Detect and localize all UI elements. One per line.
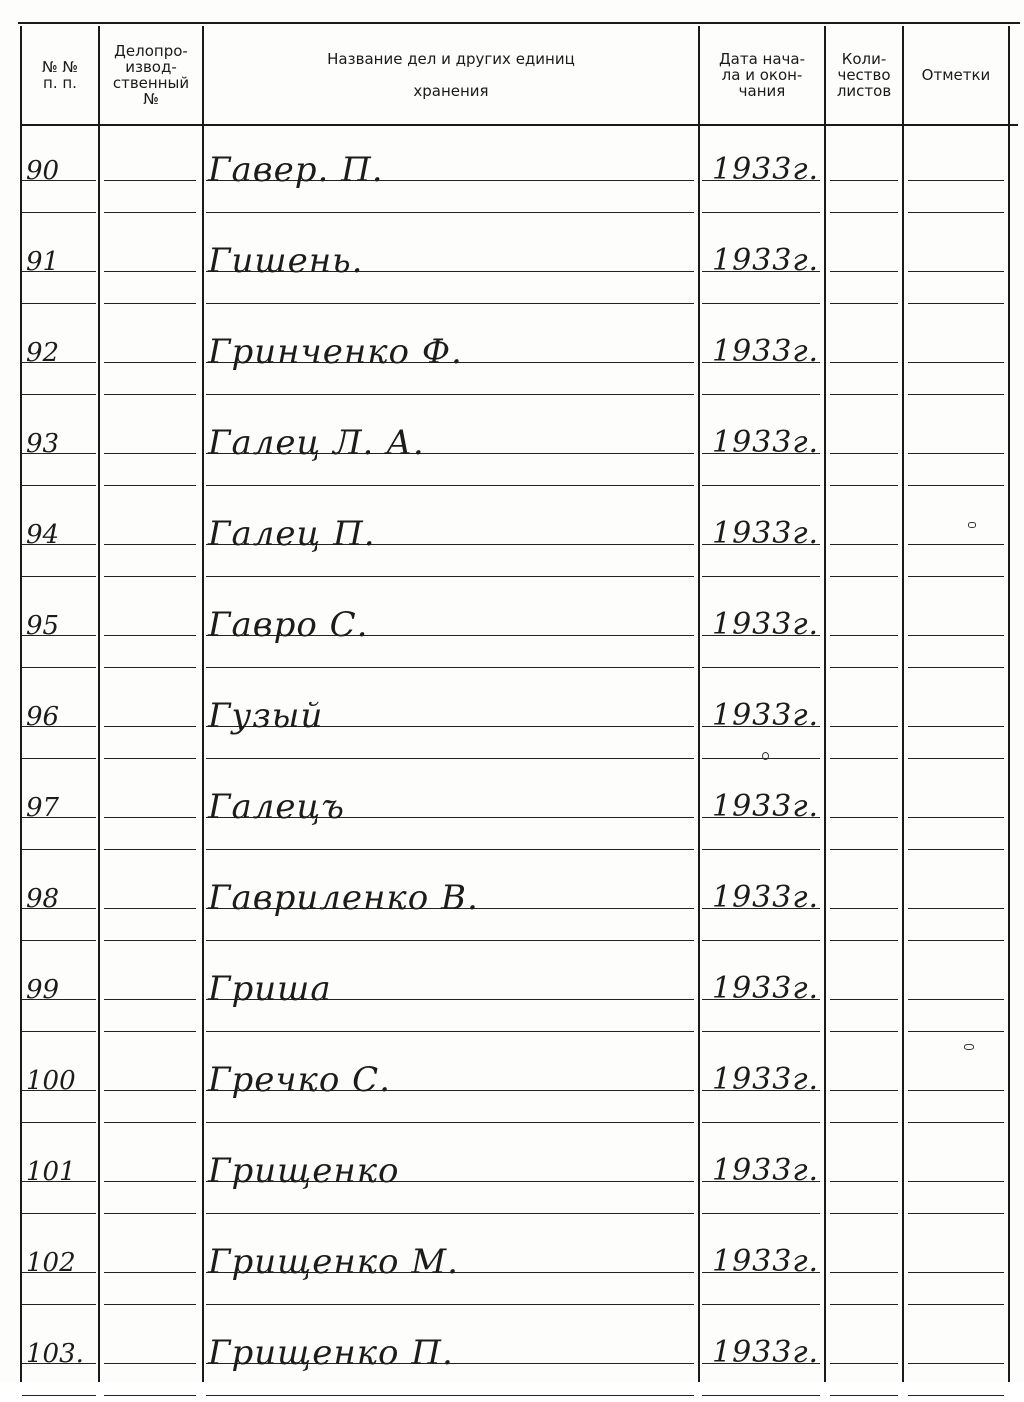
row-rule [104,908,196,909]
row-rule [702,667,820,668]
row-rule [830,180,898,181]
entry-date: 1933г. [712,971,820,1006]
entry-date: 1933г. [712,334,820,369]
row-rule [206,303,694,304]
entry-name: Грищенко [208,1151,400,1191]
row-rule [830,1090,898,1091]
row-rule [702,1213,820,1214]
row-rule [702,849,820,850]
entry-row [0,1311,1024,1402]
row-rule [830,999,898,1000]
row-rule [908,180,1004,181]
header-number: № № п. п. [42,58,78,92]
entry-date: 1933г. [712,243,820,278]
entry-number: 101 [26,1157,76,1187]
row-rule [908,849,1004,850]
entry-number: 100 [26,1066,76,1096]
row-rule [830,667,898,668]
row-rule [22,576,96,577]
entry-row [0,128,1024,219]
row-rule [908,635,1004,636]
entry-date: 1933г. [712,425,820,460]
row-rule [908,667,1004,668]
row-rule [104,1122,196,1123]
row-rule [908,1304,1004,1305]
entry-name: Грищенко М. [208,1242,459,1282]
entry-name: Гречко С. [208,1060,391,1100]
row-rule [908,485,1004,486]
row-rule [830,1304,898,1305]
row-rule [702,1122,820,1123]
entry-number: 91 [26,247,60,277]
row-rule [206,1304,694,1305]
row-rule [22,1122,96,1123]
margin-mark [968,522,976,528]
entry-date: 1933г. [712,789,820,824]
row-rule [830,1031,898,1032]
entry-number: 102 [26,1248,76,1278]
header-dates: Дата нача- ла и окон- чания [718,50,806,100]
entry-number: 95 [26,611,60,641]
row-rule [830,940,898,941]
entry-name: Гавро С. [208,605,369,645]
row-rule [104,1213,196,1214]
row-rule [702,1395,820,1396]
row-rule [908,362,1004,363]
row-rule [830,758,898,759]
entry-number: 92 [26,338,60,368]
header-title: Название дел и других единиц хранения [327,50,575,100]
row-rule [830,303,898,304]
row-rule [104,940,196,941]
row-rule [702,394,820,395]
row-rule [908,817,1004,818]
entry-date: 1933г. [712,1244,820,1279]
row-rule [22,1395,96,1396]
row-rule [908,1363,1004,1364]
entry-date: 1933г. [712,152,820,187]
entry-row [0,401,1024,492]
row-rule [104,635,196,636]
entry-name: Галец П. [208,514,376,554]
row-rule [22,758,96,759]
row-rule [830,1272,898,1273]
header-sheet-count: Коли- чество листов [836,50,892,100]
entry-name: Гриша [208,969,332,1009]
row-rule [206,1395,694,1396]
entry-date: 1933г. [712,1335,820,1370]
entry-date: 1933г. [712,1153,820,1188]
row-rule [104,212,196,213]
row-rule [830,1213,898,1214]
row-rule [206,394,694,395]
row-rule [206,667,694,668]
entry-name: Галец Л. А. [208,423,425,463]
row-rule [908,726,1004,727]
row-rule [830,817,898,818]
row-rule [830,394,898,395]
row-rule [908,453,1004,454]
entry-name: Гишень. [208,241,364,281]
row-rule [908,1395,1004,1396]
entry-row [0,765,1024,856]
row-rule [830,1363,898,1364]
row-rule [830,1122,898,1123]
row-rule [22,485,96,486]
row-rule [908,758,1004,759]
entry-number: 93 [26,429,60,459]
row-rule [22,940,96,941]
row-rule [104,180,196,181]
row-rule [104,999,196,1000]
entry-date: 1933г. [712,516,820,551]
row-rule [908,908,1004,909]
top-border [18,22,1020,24]
row-rule [908,303,1004,304]
header-bottom-rule [20,124,1018,126]
row-rule [206,1213,694,1214]
row-rule [22,303,96,304]
row-rule [830,544,898,545]
row-rule [908,576,1004,577]
row-rule [830,635,898,636]
entry-date: 1933г. [712,1062,820,1097]
row-rule [908,394,1004,395]
row-rule [22,667,96,668]
header-notes: Отметки [921,66,991,84]
entries-list [0,128,1024,1402]
row-rule [908,999,1004,1000]
row-rule [104,485,196,486]
entry-row [0,856,1024,947]
row-rule [702,1031,820,1032]
entry-row [0,583,1024,674]
row-rule [908,1122,1004,1123]
entry-row [0,1129,1024,1220]
row-rule [104,1181,196,1182]
row-rule [830,1395,898,1396]
row-rule [830,362,898,363]
row-rule [22,394,96,395]
row-rule [104,1363,196,1364]
entry-name: Гузый [208,696,324,736]
entry-row [0,674,1024,765]
entry-number: 97 [26,793,60,823]
row-rule [22,849,96,850]
row-rule [22,1304,96,1305]
entry-number: 103. [26,1339,84,1369]
row-rule [206,212,694,213]
row-rule [104,758,196,759]
row-rule [908,1031,1004,1032]
row-rule [908,1181,1004,1182]
row-rule [206,1031,694,1032]
row-rule [104,453,196,454]
row-rule [104,1090,196,1091]
entry-number: 94 [26,520,60,550]
row-rule [104,726,196,727]
entry-row [0,310,1024,401]
row-rule [104,667,196,668]
row-rule [104,1272,196,1273]
row-rule [702,303,820,304]
entry-date: 1933г. [712,607,820,642]
row-rule [908,271,1004,272]
row-rule [206,849,694,850]
row-rule [206,940,694,941]
row-rule [104,394,196,395]
row-rule [908,1272,1004,1273]
entry-row [0,1038,1024,1129]
row-rule [206,576,694,577]
row-rule [206,485,694,486]
row-rule [104,1395,196,1396]
row-rule [702,212,820,213]
row-rule [104,576,196,577]
row-rule [206,1122,694,1123]
entry-row [0,1220,1024,1311]
entry-date: 1933г. [712,880,820,915]
entry-date: 1933г. [712,698,820,733]
row-rule [830,908,898,909]
row-rule [830,453,898,454]
margin-mark [762,752,769,760]
entry-name: Грищенко П. [208,1333,454,1373]
row-rule [830,849,898,850]
entry-number: 99 [26,975,60,1005]
entry-row [0,219,1024,310]
entry-name: Гавер. П. [208,150,384,190]
row-rule [830,271,898,272]
row-rule [206,758,694,759]
entry-number: 90 [26,156,60,186]
row-rule [908,1213,1004,1214]
row-rule [104,817,196,818]
row-rule [702,940,820,941]
row-rule [908,212,1004,213]
entry-name: Гринченко Ф. [208,332,463,372]
entry-name: Галецъ [208,787,345,827]
row-rule [22,1213,96,1214]
row-rule [830,485,898,486]
row-rule [104,544,196,545]
entry-name: Гавриленко В. [208,878,479,918]
row-rule [104,849,196,850]
row-rule [702,485,820,486]
entry-row [0,947,1024,1038]
row-rule [908,1090,1004,1091]
row-rule [702,758,820,759]
row-rule [104,271,196,272]
entry-number: 96 [26,702,60,732]
row-rule [830,726,898,727]
header-office-number: Делопро- извод- ственный № [112,42,190,108]
row-rule [830,576,898,577]
row-rule [908,544,1004,545]
row-rule [22,212,96,213]
margin-mark [964,1044,974,1050]
entry-number: 98 [26,884,60,914]
entry-row [0,492,1024,583]
row-rule [22,1031,96,1032]
row-rule [830,212,898,213]
row-rule [830,1181,898,1182]
row-rule [104,362,196,363]
row-rule [908,940,1004,941]
row-rule [104,1031,196,1032]
row-rule [104,1304,196,1305]
row-rule [702,1304,820,1305]
row-rule [104,303,196,304]
row-rule [702,576,820,577]
